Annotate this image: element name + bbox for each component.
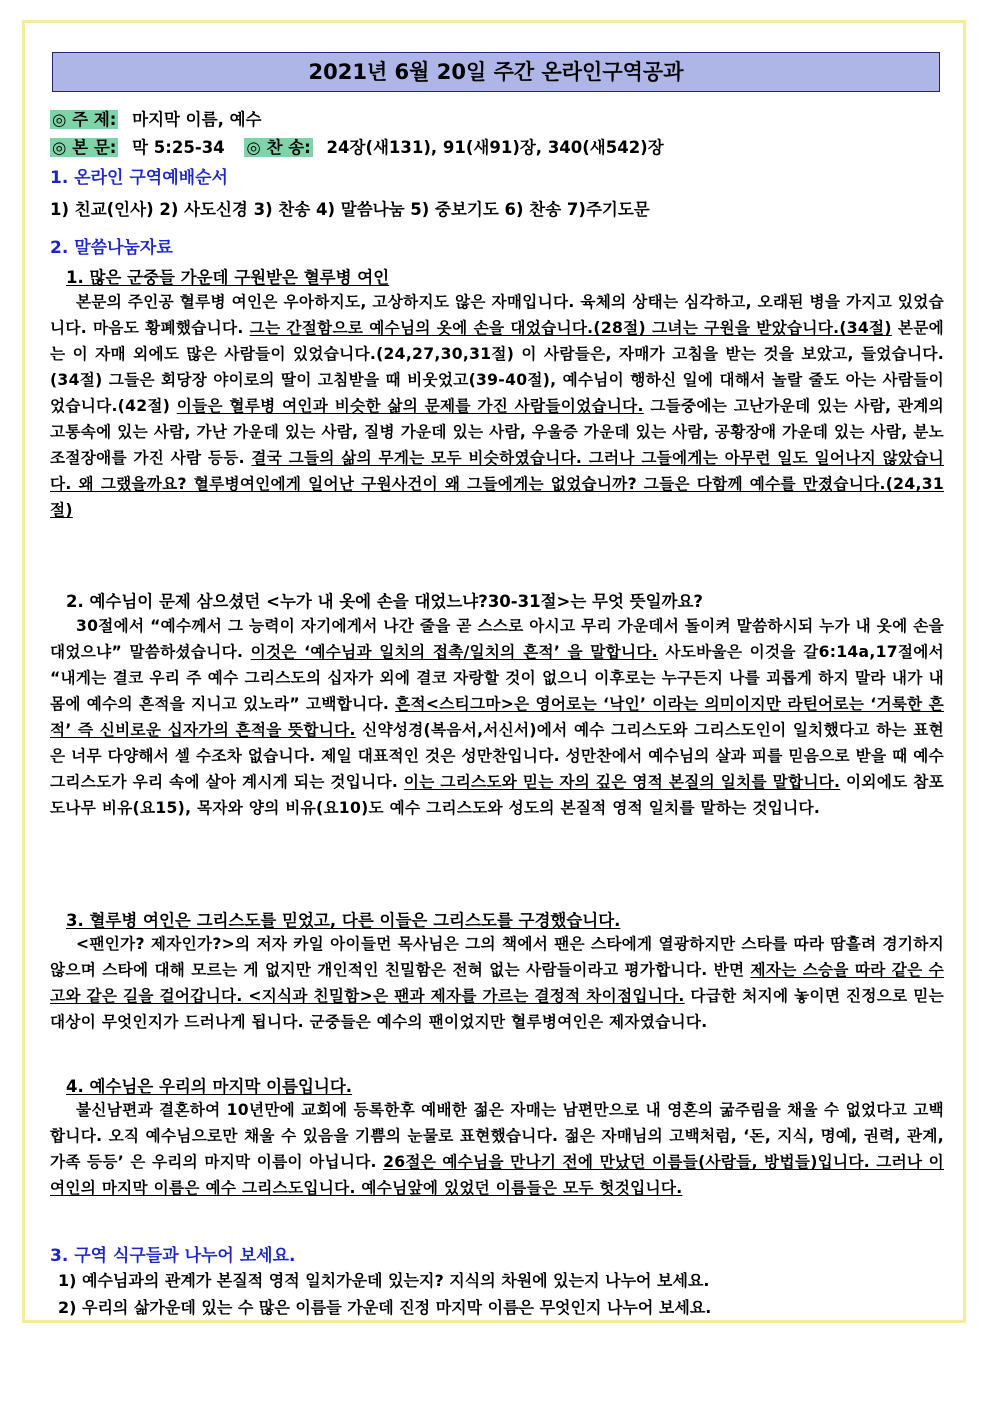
point1-body: 본문의 주인공 혈루병 여인은 우아하지도, 고상하지도 않은 자매입니다. 육체의 상태는 심각하고, 오래된 병을 가지고 있었습니다. 마음도 황폐했습니다. 그는 간절함으로 예수님의 옷에 손을 대었습니다.(28절) 그녀는 구원을 받았습니다.(34절) 본문에는 이 자매 외에도 많은 사람들이 있었습니다.(24,27,30,31절) 이 사람들은, 자매가 고침을 받는 것을 보았고, 들었습니다.(34절) 그들은 회당장 야이로의 딸이 고침받을 때 비웃었고(39-40절), 예수님이 행하신 일에 대해서 놀랄 줄도 아는 사람들이었습니다.(42절) 이들은 혈루병 여인과 비슷한 삶의 문제를 가진 사람들이었습니다. 그들중에는 고난가운데 있는 사람, 관계의 고통속에 있는 사람, 가난 가운데 있는 사람, 질병 가운데 있는 사람, 우울증 가운데 있는 사람, 공황장애 가운데 있는 사람, 분노조절장애를 가진 사람 등등. 결국 그들의 삶의 무게는 모두 비슷하였습니다. 그러나 그들에게는 아무런 일도 일어나지 않았습니다. 왜 그랬을까요? 혈루병여인에게 일어난 구원사건이 왜 그들에게는 없었습니까? 그들은 다함께 예수를 만졌습니다.(24,31절) [50,293,944,519]
hymn-label: ◎ 찬 송: [246,138,311,157]
text-label: ◎ 본 문: [52,138,117,157]
worship-order: 1) 친교(인사) 2) 사도신경 3) 찬송 4) 말씀나눔 5) 중보기도 6) 찬송 7)주기도문 [50,200,650,219]
point2-body: 30절에서 “예수께서 그 능력이 자기에게서 나간 줄을 곧 스스로 아시고 무리 가운데서 돌이켜 말씀하시되 누가 내 옷에 손을 대었으냐” 말씀하셨습니다. 이것은 ‘예수님과 일치의 접촉/일치의 흔적’ 을 말합니다. 사도바울은 이것을 갈6:14a,17절에서 “내게는 결코 우리 주 예수 그리스도의 십자가 외에 결코 자랑할 것이 없으니 이후로는 누구든지 나를 괴롭게 하지 말라 내가 내 몸에 예수의 흔적을 지니고 있노라” 고백합니다. 흔적<스티그마>은 영어로는 ‘낙인’ 이라는 의미이지만 라틴어로는 ‘거룩한 흔적’ 즉 신비로운 십자가의 흔적을 뜻합니다. 신약성경(복음서,서신서)에서 예수 그리스도와 그리스도인이 일치했다고 하는 표현은 너무 다양해서 셀 수조차 없습니다. 제일 대표적인 것은 성만찬입니다. 성만찬에서 예수님의 살과 피를 믿음으로 받을 때 예수 그리스도가 우리 속에 살아 계시게 되는 것입니다. 이는 그리스도와 믿는 자의 깊은 영적 본질의 일치를 말합니다. 이외에도 참포도나무 비유(요15), 목자와 양의 비유(요10)도 예수 그리스도와 성도의 본질적 영적 일치를 말하는 것입니다. [50,617,944,817]
point4-body: 불신남편과 결혼하여 10년만에 교회에 등록한후 예배한 젊은 자매는 남편만으로 내 영혼의 굶주림을 채울 수 없었다고 고백합니다. 오직 예수님으로만 채울 수 있음을 기쁨의 눈물로 표현했습니다. 젊은 자매님의 고백처럼, ‘돈, 지식, 명예, 권력, 관계, 가족 등등’ 은 우리의 마지막 이름이 아닙니다. 26절은 예수님을 만나기 전에 만났던 이름들(사람들, 방법들)입니다. 그러나 이 여인의 마지막 이름은 예수 그리스도입니다. 예수님앞에 있었던 이름들은 모두 헛것입니다. [50,1101,944,1197]
point4-title: 4. 예수님은 우리의 마지막 이름입니다. [66,1077,353,1096]
point3-title: 3. 혈루병 여인은 그리스도를 믿었고, 다른 이들은 그리스도를 구경했습니다. [66,911,621,930]
section3-heading: 3. 구역 식구들과 나누어 보세요. [50,1246,296,1266]
theme-label: ◎ 주 제: [52,110,117,129]
theme-row [50,106,261,130]
point1-title: 1. 많은 군중들 가운데 구원받은 혈루병 여인 [66,268,390,287]
page-title: 2021년 6월 20일 주간 온라인구역공과 [52,52,940,92]
section2-heading: 2. 말씀나눔자료 [50,238,173,258]
theme-value: 마지막 이름, 예수 [132,110,262,129]
text-value: 막 5:25-34 [132,138,225,157]
section1-heading: 1. 온라인 구역예배순서 [50,168,228,188]
question-2: 2) 우리의 삶가운데 있는 수 많은 이름들 가운데 진정 마지막 이름은 무엇인지 나누어 보세요. [58,1298,712,1317]
text-hymn-row [50,134,664,158]
question-1: 1) 예수님과의 관계가 본질적 영적 일치가운데 있는지? 지식의 차원에 있는지 나누어 보세요. [58,1271,710,1290]
hymn-value: 24장(새131), 91(새91)장, 340(새542)장 [326,138,664,157]
point2-title: 2. 예수님이 문제 삼으셨던 <누가 내 옷에 손을 대었느냐?30-31절>는 무엇 뜻일까요? [66,592,703,611]
point3-body: <팬인가? 제자인가?>의 저자 카일 아이들먼 목사님은 그의 책에서 팬은 스타에게 열광하지만 스타를 따라 땀흘려 경기하지 않으며 스타에 대해 모르는 게 없지만 개인적인 친밀함은 전혀 없는 사람들이라고 평가합니다. 반면 제자는 스승을 따라 같은 수고와 같은 길을 걸어갑니다. <지식과 친밀함>은 팬과 제자를 가르는 결정적 차이점입니다. 다급한 처지에 놓이면 진정으로 믿는 대상이 무엇인지가 드러나게 됩니다. 군중들은 예수의 팬이었지만 혈루병여인은 제자였습니다. [50,935,944,1031]
